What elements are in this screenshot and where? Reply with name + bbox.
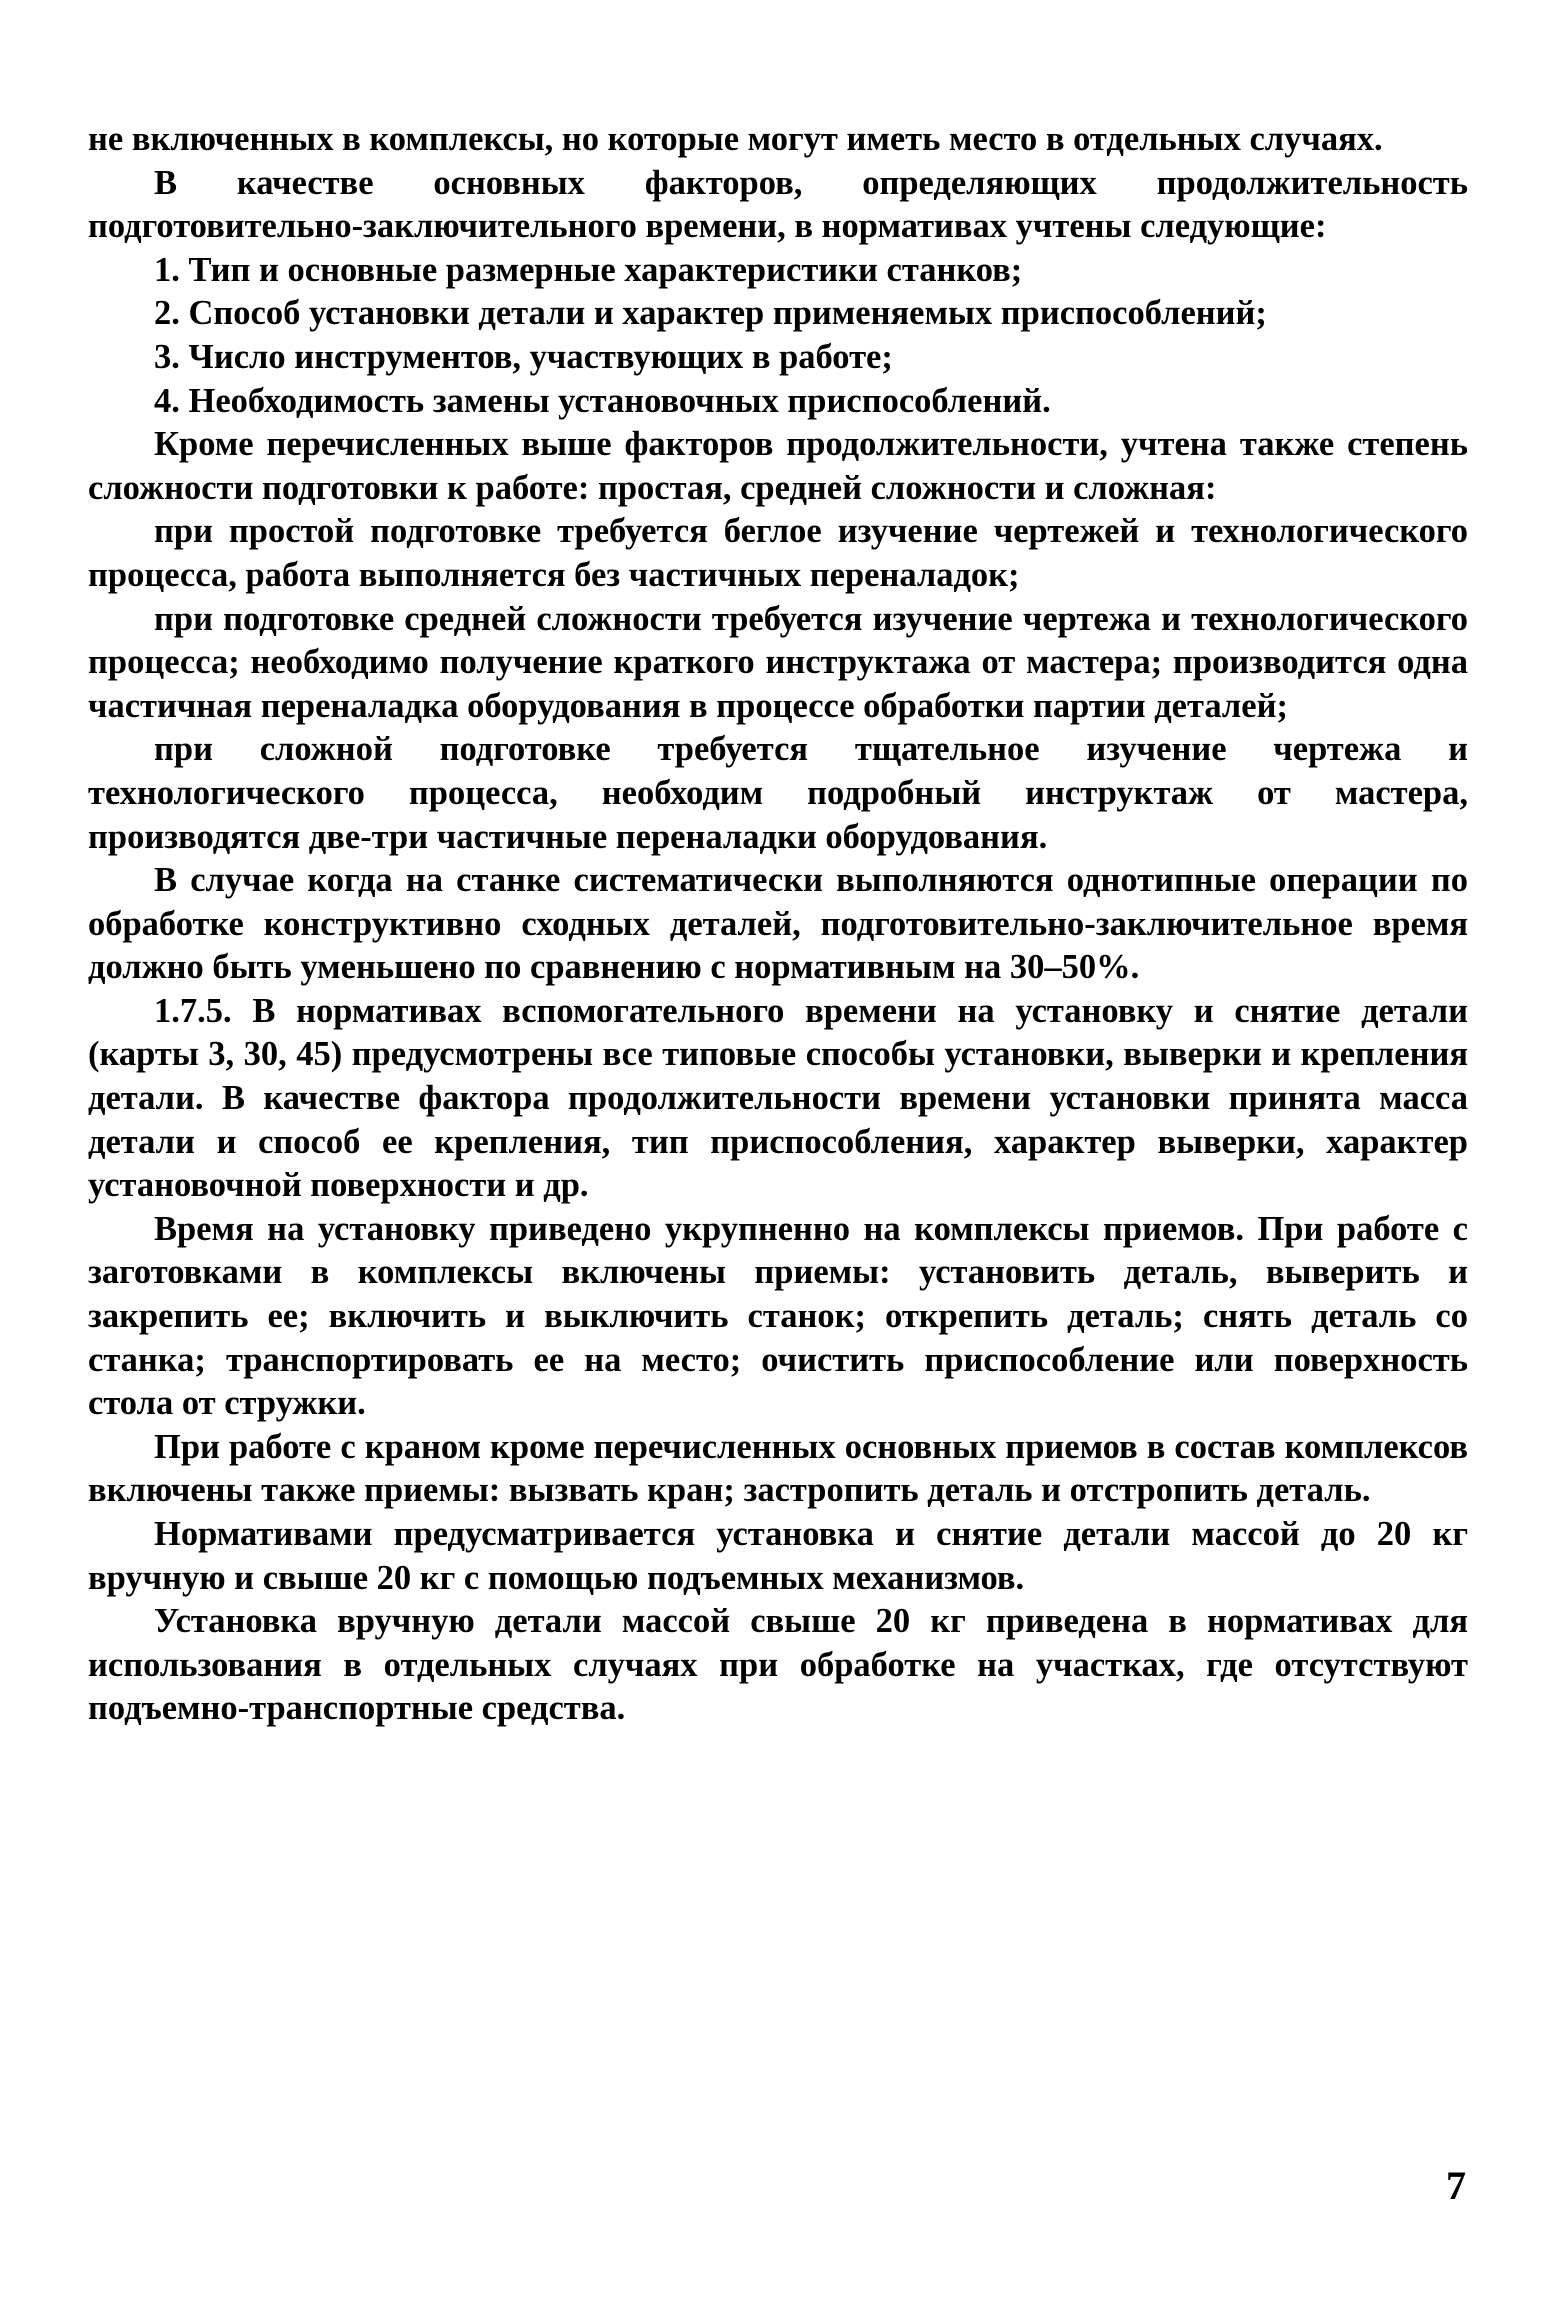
paragraph-installation-time: Время на установку приведено укрупненно на комплексы приемов. При работе с заготовками в комплексы включены приемы: установить деталь, выверить и закрепить ее; включить и выключить станок; открепить деталь; снять деталь со станка; транспортировать ее на место; очистить приспособление или поверхность стола от стружки. [88, 1209, 1468, 1423]
paragraph-crane-work: При работе с краном кроме перечисленных основных приемов в состав комплексов включены также приемы: вызвать кран; застропить деталь и отстропить деталь. [88, 1427, 1468, 1510]
paragraph-complex-prep: при сложной подготовке требуется тщательное изучение чертежа и технологического процесса, необходим подробный инструктаж от мастера, производятся две-три частичные переналадки оборудования. [88, 730, 1468, 856]
paragraph-factors-intro: В качестве основных факторов, определяющих продолжительность подготовительно-заключительного времени, в нормативах учтены следующие: [88, 163, 1468, 246]
page-text [88, 118, 1468, 1731]
paragraph-medium-prep: при подготовке средней сложности требуется изучение чертежа и технологического процесса; необходимо получение краткого инструктажа от мастера; производится одна частичная переналадка оборудования в процессе обработки партии деталей; [88, 599, 1468, 725]
list-item-4: 4. Необходимость замены установочных приспособлений. [154, 381, 1051, 420]
list-item-3: 3. Число инструментов, участвующих в работе; [154, 337, 893, 376]
list-item-2: 2. Способ установки детали и характер применяемых приспособлений; [154, 294, 1267, 333]
paragraph-manual-install: Установка вручную детали массой свыше 20 кг приведена в нормативах для использования в отдельных случаях при обработке на участках, где отсутствуют подъемно-транспортные средства. [88, 1602, 1468, 1728]
page-number: 7 [1446, 2163, 1466, 2208]
paragraph-simple-prep: при простой подготовке требуется беглое изучение чертежей и технологического процесса, работа выполняется без частичных переналадок; [88, 512, 1468, 594]
paragraph-complexity: Кроме перечисленных выше факторов продолжительности, учтена также степень сложности подготовки к работе: простая, средней сложности и сложная: [88, 425, 1468, 507]
paragraph-section-1-7-5: 1.7.5. В нормативах вспомогательного времени на установку и снятие детали (карты 3, 30, 45) предусмотрены все типовые способы установки, выверки и крепления детали. В качестве фактора продолжительности времени установки принята масса детали и способ ее крепления, тип приспособления, характер выверки, характер установочной поверхности и др. [88, 991, 1468, 1205]
paragraph-continuation: не включенных в комплексы, но которые могут иметь место в отдельных случаях. [88, 120, 1383, 158]
list-item-1: 1. Тип и основные размерные характеристики станков; [154, 250, 1023, 289]
paragraph-reduction: В случае когда на станке систематически выполняются однотипные операции по обработке конструктивно сходных деталей, подготовительно-заключительное время должно быть уменьшено по сравнению с нормативным на 30–50%. [88, 861, 1468, 987]
paragraph-mass-limits: Нормативами предусматривается установка и снятие детали массой до 20 кг вручную и свыше 20 кг с помощью подъемных механизмов. [88, 1515, 1468, 1597]
